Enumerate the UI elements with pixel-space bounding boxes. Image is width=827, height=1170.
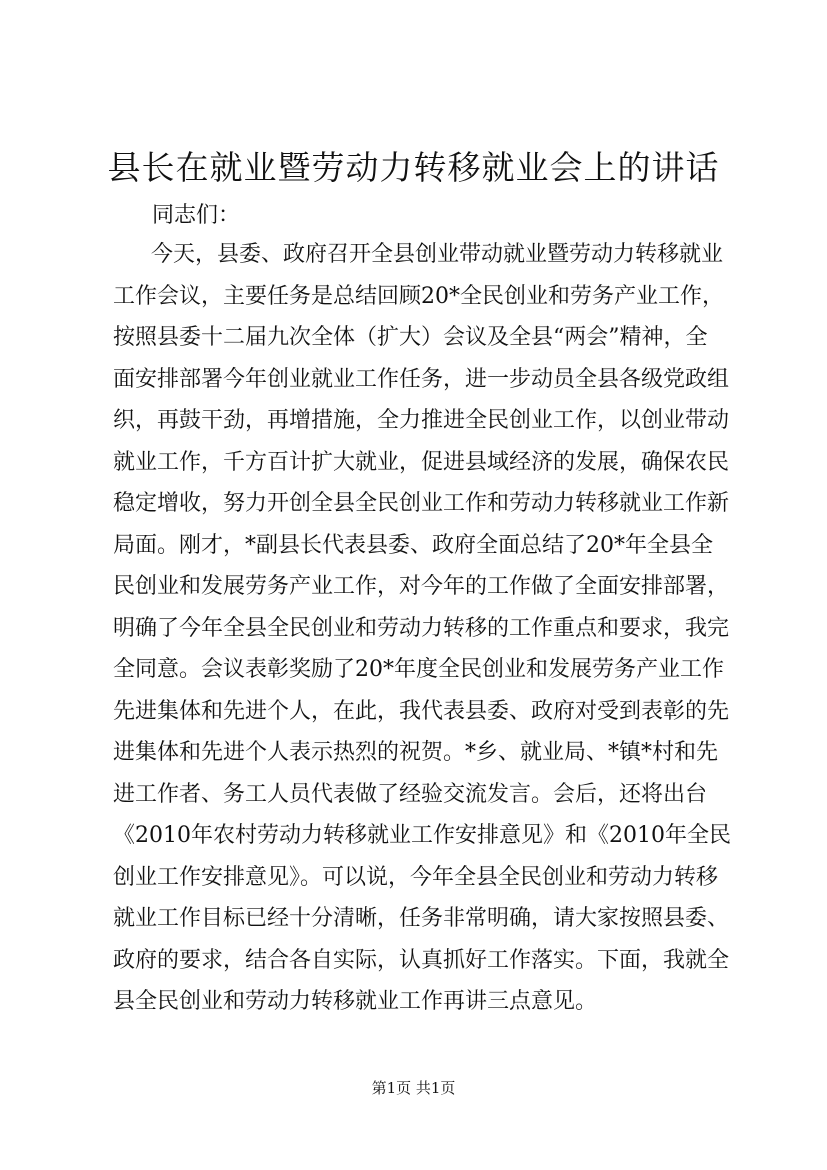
- body-line: 今天，县委、政府召开全县创业带动就业暨劳动力转移就业: [151, 242, 724, 267]
- body-line: 就业工作目标已经十分清晰，任务非常明确，请大家按照县委、: [113, 906, 730, 931]
- page-footer: 第1页 共1页: [371, 1079, 456, 1097]
- body-line: 局面。刚才，*副县长代表县委、政府全面总结了20*年全县全: [113, 532, 713, 558]
- body-line: 稳定增收，努力开创全县全民创业工作和劳动力转移就业工作新: [113, 491, 730, 516]
- body-line: 按照县委十二届九次全体（扩大）会议及全县“两会”精神，全: [113, 325, 708, 350]
- body-line: 政府的要求，结合各自实际，认真抓好工作落实。下面，我就全: [113, 947, 730, 973]
- body-line: 全同意。会议表彰奖励了20*年度全民创业和发展劳务产业工作: [113, 657, 724, 682]
- body-line: 面安排部署今年创业就业工作任务，进一步动员全县各级党政组: [113, 366, 730, 392]
- body-line: 民创业和发展劳务产业工作，对今年的工作做了全面安排部署，: [113, 574, 730, 599]
- salutation: 同志们：: [152, 203, 241, 228]
- body-line: 《2010年农村劳动力转移就业工作安排意见》和《2010年全民: [113, 823, 731, 848]
- body-line: 工作会议，主要任务是总结回顾20*全民创业和劳务产业工作，: [113, 283, 724, 309]
- body-line: 进工作者、务工人员代表做了经验交流发言。会后，还将出台: [113, 781, 708, 807]
- document-title: 县长在就业暨劳动力转移就业会上的讲话: [107, 148, 720, 187]
- body-line: 创业工作安排意见》。可以说，今年全县全民创业和劳动力转移: [113, 864, 719, 890]
- body-text: [113, 240, 753, 1029]
- body-line: 先进集体和先进个人，在此，我代表县委、政府对受到表彰的先: [113, 698, 730, 724]
- body-line: 织，再鼓干劲，再增措施，全力推进全民创业工作，以创业带动: [113, 408, 730, 433]
- body-line: 就业工作，千方百计扩大就业，促进县域经济的发展，确保农民: [113, 449, 730, 475]
- body-line: 县全民创业和劳动力转移就业工作再讲三点意见。: [113, 989, 598, 1014]
- body-line: 进集体和先进个人表示热烈的祝贺。*乡、就业局、*镇*村和先: [113, 740, 719, 765]
- body-line: 明确了今年全县全民创业和劳动力转移的工作重点和要求，我完: [113, 615, 730, 641]
